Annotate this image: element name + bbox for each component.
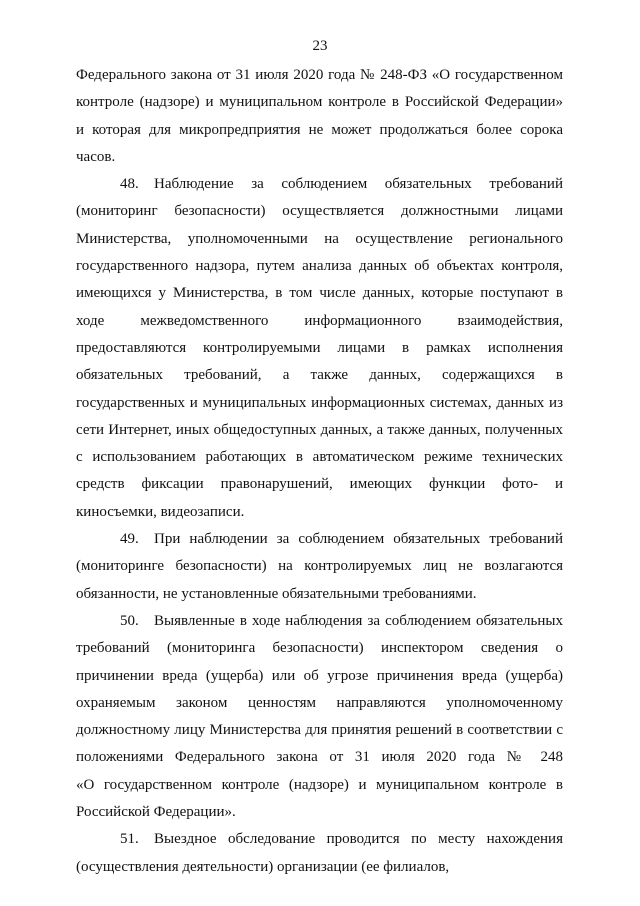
text-line: киносъемки, видеозаписи.: [76, 503, 245, 520]
paragraph-50: [76, 608, 563, 826]
text-line: обязанности, не установленные обязательными требованиями.: [76, 585, 477, 602]
paragraph-48: [76, 171, 563, 526]
text-line: обязательных требований, а также данных, содержащихся в: [76, 367, 563, 384]
text-line: «О государственном контроле (надзоре) и муниципальном контроле в: [76, 776, 563, 793]
text-line: Министерства, уполномоченными на осуществление регионального: [76, 230, 563, 247]
paragraph-text: При наблюдении за соблюдением обязательных требований: [154, 531, 563, 548]
text-line: охраняемым законом ценностям направляются уполномоченному: [76, 694, 563, 711]
text-line: государственного надзора, путем анализа данных об объектах контроля,: [76, 258, 563, 275]
paragraph-number: 49.: [120, 531, 139, 548]
text-line: положениями Федерального закона от 31 июля 2020 года № 248: [76, 749, 563, 766]
text-line: требований (мониторинга безопасности) инспектором сведения о: [76, 640, 563, 657]
paragraph-text: Выездное обследование проводится по месту нахождения: [154, 831, 563, 848]
text-line: должностному лицу Министерства для принятия решений в соответствии с: [76, 722, 563, 739]
paragraph-text: Наблюдение за соблюдением обязательных требований: [154, 176, 563, 193]
text-line: (осуществления деятельности) организации (ее филиалов,: [76, 858, 450, 875]
text-line: предоставляются контролируемыми лицами в рамках исполнения: [76, 339, 563, 356]
paragraph-text: Выявленные в ходе наблюдения за соблюдением обязательных: [154, 612, 563, 629]
text-line: ходе межведомственного информационного взаимодействия,: [76, 312, 563, 329]
paragraph-number: 51.: [120, 831, 139, 848]
text-line: имеющихся у Министерства, в том числе данных, которые поступают в: [76, 285, 563, 302]
text-line: Федерального закона от 31 июля 2020 года № 248-ФЗ «О государственном: [76, 67, 563, 83]
text-line: Российской Федерации».: [76, 804, 236, 821]
text-line: [76, 171, 563, 198]
paragraph-49: [76, 526, 563, 608]
text-line: [76, 608, 563, 635]
text-line: (мониторинг безопасности) осуществляется должностными лицами: [76, 203, 563, 220]
text-line: причинении вреда (ущерба) или об угрозе причинения вреда (ущерба): [76, 667, 563, 684]
text-line: государственных и муниципальных информационных системах, данных из: [76, 394, 563, 411]
text-line: с использованием работающих в автоматическом режиме технических: [76, 449, 563, 466]
text-line: контроле (надзоре) и муниципальном контроле в Российской Федерации»: [76, 94, 563, 111]
text-line: часов.: [76, 148, 116, 165]
paragraph-number: 48.: [120, 176, 139, 193]
text-line: (мониторинге безопасности) на контролируемых лиц не возлагаются: [76, 558, 563, 575]
paragraph-continuation: [76, 62, 563, 171]
paragraph-number: 50.: [120, 612, 139, 629]
text-line: средств фиксации правонарушений, имеющих функции фото- и: [76, 476, 563, 493]
paragraph-51: [76, 826, 563, 881]
text-line: [76, 826, 563, 853]
page-number: 23: [312, 38, 328, 54]
text-line: [76, 526, 563, 553]
text-line: сети Интернет, иных общедоступных данных, а также данных, полученных: [76, 421, 563, 438]
document-body: [76, 62, 563, 881]
text-line: и которая для микропредприятия не может продолжаться более сорока: [76, 121, 563, 138]
